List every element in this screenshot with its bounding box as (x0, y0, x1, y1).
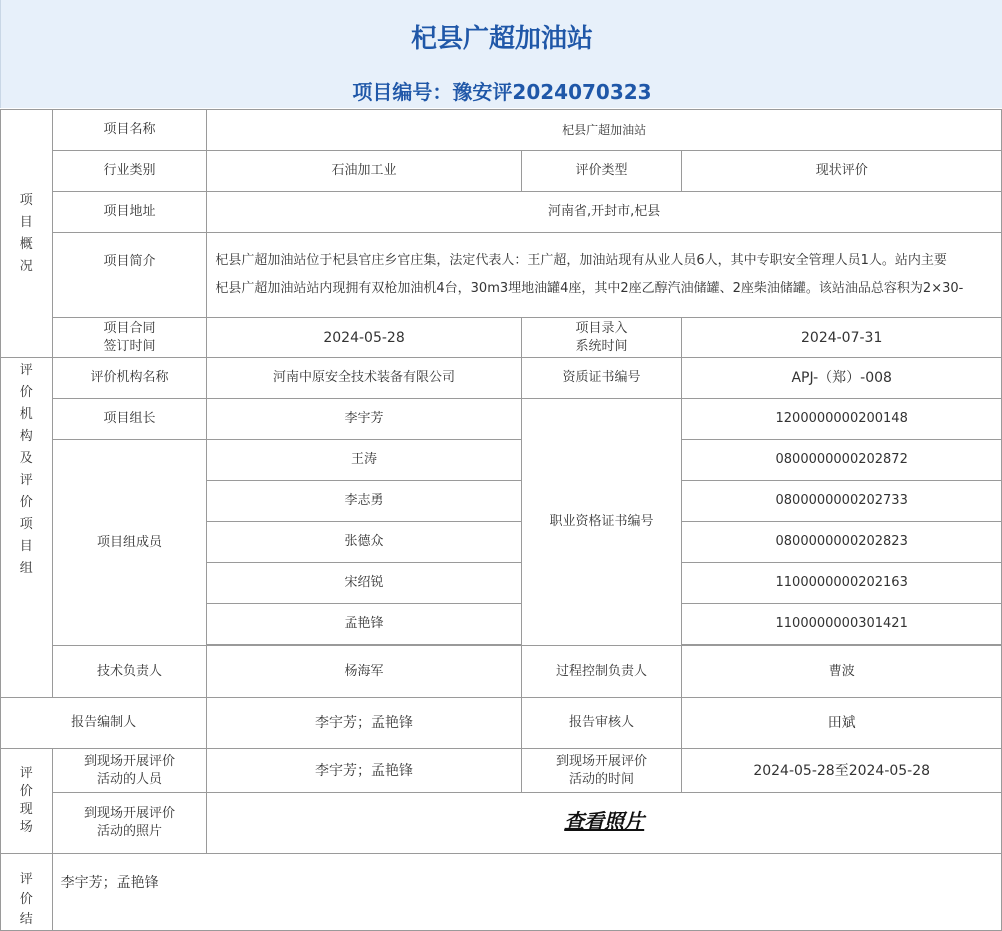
report-author-label: 报告编制人 (1, 698, 207, 749)
process-lead-label: 过程控制负责人 (521, 646, 682, 698)
member-name: 李志勇 (207, 481, 521, 522)
project-name-label: 项目名称 (52, 110, 207, 151)
entry-date-value: 2024-07-31 (682, 318, 1002, 358)
tech-lead-value: 杨海军 (207, 646, 521, 698)
row-project-name (1, 110, 1002, 151)
site-photo-cell (207, 793, 1002, 854)
section-label-site: 评 价 现 场 (1, 749, 53, 854)
process-lead-value: 曹波 (682, 646, 1002, 698)
report-authors: 李宇芳；孟艳锋 (207, 698, 521, 749)
eval-type-value: 现状评价 (682, 151, 1002, 192)
cert-label: 资质证书编号 (521, 358, 682, 399)
members-label: 项目组成员 (52, 440, 207, 646)
row-org (1, 358, 1002, 399)
entry-date-label: 项目录入 系统时间 (521, 318, 682, 358)
site-people-label: 到现场开展评价 活动的人员 (52, 749, 207, 793)
member-name: 宋绍锐 (207, 563, 521, 604)
member-cert: 1100000000301421 (682, 604, 1002, 645)
org-name-label: 评价机构名称 (52, 358, 207, 399)
member-cert: 0800000000202733 (682, 481, 1002, 522)
site-time-label: 到现场开展评价 活动的时间 (521, 749, 682, 793)
industry-label: 行业类别 (52, 151, 207, 192)
row-report (1, 698, 1002, 749)
project-name-value: 杞县广超加油站 (207, 110, 1002, 151)
contract-date-label: 项目合同 签订时间 (52, 318, 207, 358)
org-name-value: 河南中原安全技术装备有限公司 (207, 358, 521, 399)
contract-date-value: 2024-05-28 (207, 318, 521, 358)
page-title: 杞县广超加油站 (410, 24, 593, 54)
project-info-table (0, 109, 1002, 931)
section-label-agency: 评 价 机 构 及 评 价 项 目 组 (1, 358, 53, 698)
page-header (0, 0, 1002, 108)
leader-label: 项目组长 (52, 399, 207, 440)
brief-label: 项目简介 (52, 233, 207, 318)
report-reviewer-label: 报告审核人 (521, 698, 682, 749)
member-row (1, 440, 1002, 481)
member-cert: 1100000000202163 (682, 563, 1002, 604)
row-site-photo (1, 793, 1002, 854)
member-cert: 0800000000202872 (682, 440, 1002, 481)
prof-cert-label: 职业资格证书编号 (521, 399, 682, 646)
site-people-value: 李宇芳；孟艳锋 (207, 749, 521, 793)
brief-value (207, 233, 1002, 318)
section-label-conclusion: 评 价 结 (1, 854, 53, 931)
row-site-people (1, 749, 1002, 793)
member-name: 王涛 (207, 440, 521, 481)
row-industry (1, 151, 1002, 192)
row-dates (1, 318, 1002, 358)
leader-name: 李宇芳 (207, 399, 521, 440)
member-name: 张德众 (207, 522, 521, 563)
section-label-overview: 项 目 概 况 (1, 110, 53, 358)
row-conclusion (1, 854, 1002, 931)
report-reviewer: 田斌 (682, 698, 1002, 749)
address-label: 项目地址 (52, 192, 207, 233)
brief-line-1: 杞县广超加油站位于杞县官庄乡官庄集，法定代表人：王广超，加油站现有从业人员6人，其中专职安全管理人员1人。站内主要 (215, 253, 947, 268)
site-time-value: 2024-05-28至2024-05-28 (682, 749, 1002, 793)
conclusion-signers: 李宇芳；孟艳锋 (52, 854, 1001, 931)
view-photos-link[interactable]: 查看照片 (564, 809, 645, 833)
member-cert: 0800000000202823 (682, 522, 1002, 563)
brief-line-2: 杞县广超加油站站内现拥有双枪加油机4台，30m3埋地油罐4座，其中2座乙醇汽油储罐、2座柴油储罐。该站油品总容积为2×30- (215, 281, 964, 296)
row-leads (1, 646, 1002, 698)
cert-value: APJ-（郑）-008 (682, 358, 1002, 399)
site-photo-label: 到现场开展评价 活动的照片 (52, 793, 207, 854)
address-value: 河南省,开封市,杞县 (207, 192, 1002, 233)
row-leader (1, 399, 1002, 440)
tech-lead-label: 技术负责人 (52, 646, 207, 698)
row-address (1, 192, 1002, 233)
eval-type-label: 评价类型 (521, 151, 682, 192)
leader-cert: 1200000000200148 (682, 399, 1002, 440)
member-name: 孟艳锋 (207, 604, 521, 645)
row-brief (1, 233, 1002, 318)
industry-value: 石油加工业 (207, 151, 521, 192)
project-number: 项目编号：豫安评2024070323 (352, 80, 652, 104)
